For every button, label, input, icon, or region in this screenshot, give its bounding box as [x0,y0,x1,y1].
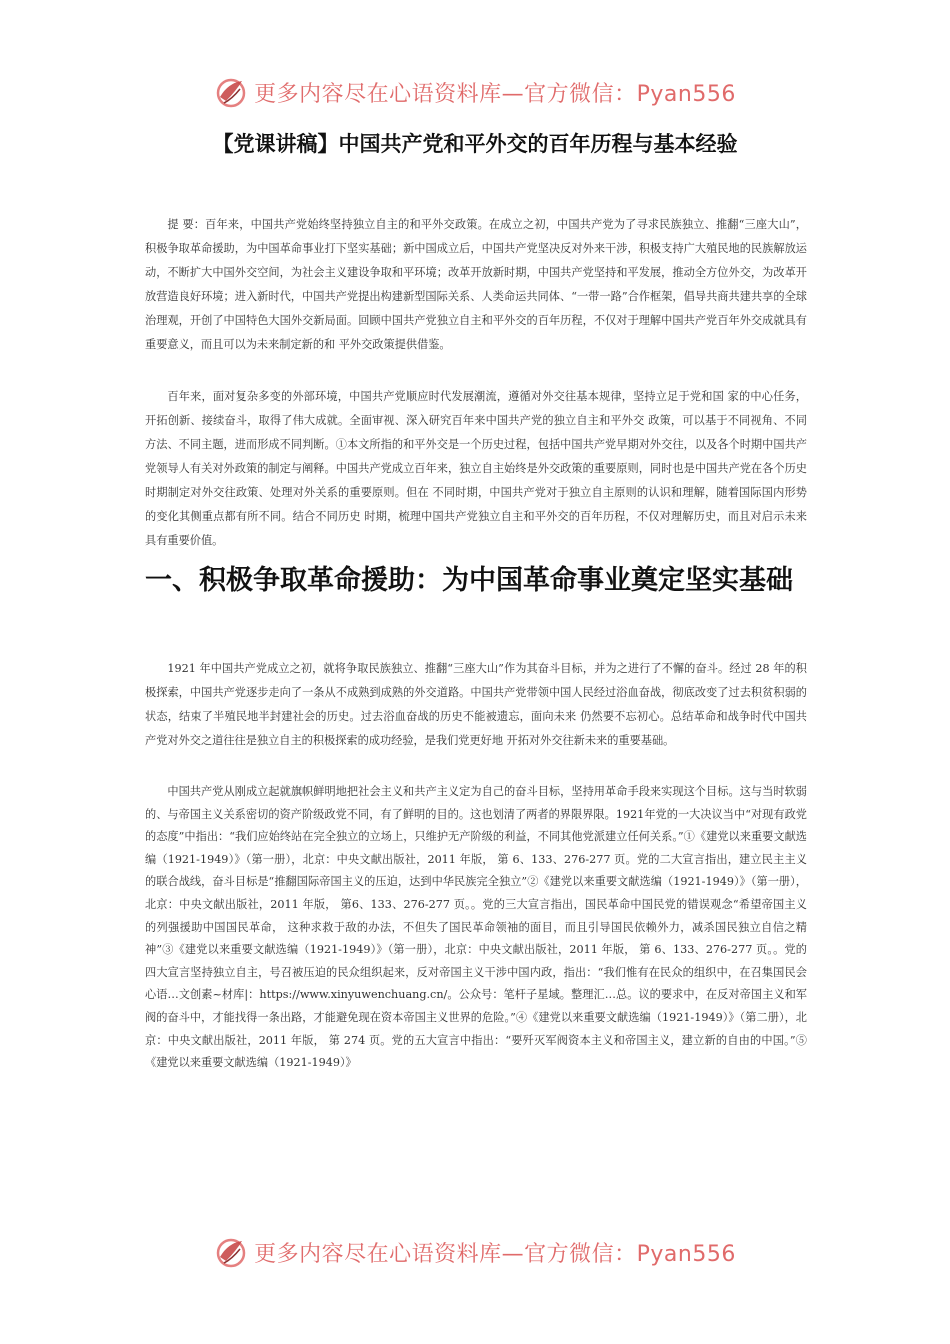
abstract-paragraph: 提 要：百年来，中国共产党始终坚持独立自主的和平外交政策。在成立之初，中国共产党为了寻求民族独立、推翻“三座大山”，积极争取革命援助，为中国革命事业打下坚实基础；新中国成立后，中国共产党坚决反对外来干涉，积极支持广大殖民地的民族解放运动，不断扩大中国外交空间，为社会主义建设争取和平环境；改革开放新时期，中国共产党坚持和平发展，推动全方位外交，为改革开放营造良好环境；进入新时代，中国共产党提出构建新型国际关系、人类命运共同体、“一带一路”合作框架，倡导共商共建共享的全球治理观，开创了中国特色大国外交新局面。回顾中国共产党独立自主和平外交的百年历程，不仅对于理解中国共产党百年外交成就具有重要意义，而且可以为未来制定新的和 平外交政策提供借鉴。 [145,218,807,351]
watermark-banner-bottom [0,1232,950,1272]
intro-paragraph: 百年来，面对复杂多变的外部环境，中国共产党顺应时代发展潮流，遵循对外交往基本规律，坚持立足于党和国 家的中心任务，开拓创新、接续奋斗，取得了伟大成就。全面审视、深入研究百年来中国共产党的独立自主和平外交 政策，可以基于不同视角、不同方法、不同主题，进而形成不同判断。①本文所指的和平外交是一个历史过程，包括中国共产党早期对外交往，以及各个时期中国共产党领导人有关对外政策的制定与阐释。中国共产党成立百年来，独立自主始终是外交政策的重要原则，同时也是中国共产党在各个历史时期制定对外交往政策、处理对外关系的重要原则。但在 不同时期，中国共产党对于独立自主原则的认识和理解，随着国际国内形势的变化其侧重点都有所不同。结合不同历史 时期，梳理中国共产党独立自主和平外交的百年历程，不仅对理解历史，而且对启示未来具有重要价值。 [145,390,807,547]
section-heading: 一、积极争取革命援助：为中国革命事业奠定坚实基础 [145,565,793,596]
brush-logo-icon [214,75,248,109]
document-title: 【党课讲稿】中国共产党和平外交的百年历程与基本经验 [212,132,738,156]
brush-logo-icon [214,1235,248,1269]
section-paragraph-2: 中国共产党从刚成立起就旗帜鲜明地把社会主义和共产主义定为自己的奋斗目标，坚持用革命手段来实现这个目标。这与当时软弱的、与帝国主义关系密切的资产阶级政党不同，有了鲜明的目的。这也划清了两者的界限界限。1921年党的一大决议当中“对现有政党的态度”中指出：“我们应始终站在完全独立的立场上，只维护无产阶级的利益，不同其他党派建立任何关系。”①《建党以来重要文献选编（1921-1949）》（第一册），北京：中央文献出版社，2011 年版， 第 6、133、276-277 页。党的二大宣言指出，建立民主主义的联合战线，奋斗目标是“推翻国际帝国主义的压迫，达到中华民族完全独立”②《建党以来重要文献选编（1921-1949）》（第一册），北京：中央文献出版社，2011 年版， 第6、133、276-277 页。。党的三大宣言指出，国民革命中国民党的错误观念“希望帝国主义的列强援助中国国民革命， 这种求救于敌的办法，不但失了国民革命领袖的面目，而且引导国民依赖外力，减杀国民独立自信之精神”③《建党以来重要文献选编（1921-1949）》（第一册），北京：中央文献出版社，2011 年版， 第 6、133、276-277 页。。党的四大宣言坚持独立自主，号召被压迫的民众组织起来，反对帝国主义干涉中国内政，指出：“我们惟有在民众的组织中，在召集国民会心语…文创素~材库|：https://www.xinyuwenchuang.cn/。公众号：笔杆子星域。整理汇…总。议的要求中，在反对帝国主义和军阀的奋斗中，才能找得一条出路，才能避免现在资本帝国主义世界的危险。”④《建党以来重要文献选编（1921-1949）》（第二册），北京：中央文献出版社，2011 年版， 第 274 页。党的五大宣言中指出：“要歼灭军阀资本主义和帝国主义，建立新的自由的中国。”⑤《建党以来重要文献选编（1921-1949）》 [145,785,807,1070]
section-paragraph-1: 1921 年中国共产党成立之初，就将争取民族独立、推翻“三座大山”作为其奋斗目标，并为之进行了不懈的奋斗。经过 28 年的积极探索，中国共产党逐步走向了一条从不成熟到成熟的外交道路。中国共产党带领中国人民经过浴血奋战，彻底改变了过去积贫积弱的状态，结束了半殖民地半封建社会的历史。过去浴血奋战的历史不能被遗忘，面向未来 仍然要不忘初心。总结革命和战争时代中国共产党对外交之道往往是独立自主的积极探索的成功经验，是我们党更好地 开拓对外交往新未来的重要基础。 [145,662,807,747]
watermark-text: 更多内容尽在心语资料库—官方微信：Pyan556 [254,81,736,107]
watermark-banner-top [0,72,950,112]
watermark-text: 更多内容尽在心语资料库—官方微信：Pyan556 [254,1241,736,1267]
